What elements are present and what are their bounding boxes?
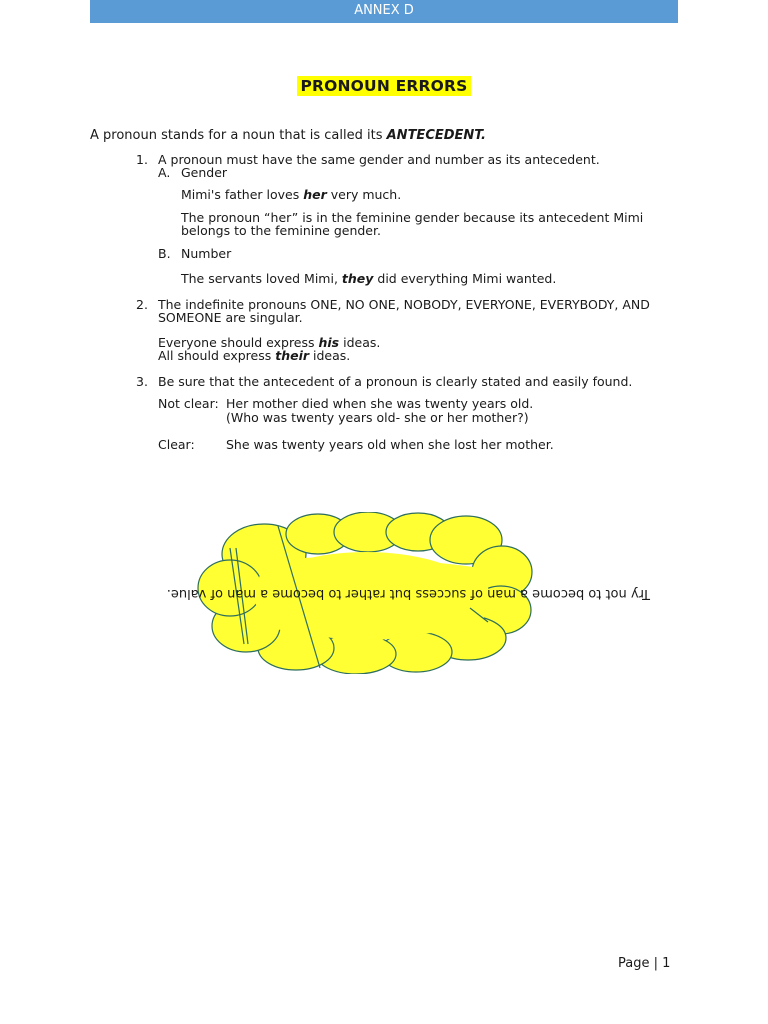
intro-text: A pronoun stands for a noun that is called its bbox=[90, 128, 387, 143]
rule3-notclear-line1: Her mother died when she was twenty years old. bbox=[226, 396, 534, 411]
upside-down-quote: Try not to become a man of success but rather to become a man of value. bbox=[166, 586, 650, 601]
rule1-a-example bbox=[181, 188, 401, 202]
rule3-clear-text: She was twenty years old when she lost her mother. bbox=[226, 437, 554, 452]
rule2-number: 2. bbox=[136, 297, 148, 312]
example-text: very much. bbox=[326, 187, 402, 202]
rule2-line2: SOMEONE are singular. bbox=[158, 310, 303, 325]
example-text: ideas. bbox=[309, 348, 351, 363]
header-band bbox=[90, 0, 678, 23]
example-emphasis: they bbox=[341, 271, 374, 286]
example-emphasis: her bbox=[303, 187, 327, 202]
rule1-b-letter: B. bbox=[158, 246, 171, 261]
rule3-notclear-label: Not clear: bbox=[158, 396, 219, 411]
rule1-text: A pronoun must have the same gender and number as its antecedent. bbox=[158, 152, 600, 167]
rule3-number: 3. bbox=[136, 374, 148, 389]
rule2-example2 bbox=[158, 349, 350, 363]
example-text: did everything Mimi wanted. bbox=[373, 271, 557, 286]
page-number: Page | 1 bbox=[618, 956, 671, 971]
page-title bbox=[0, 77, 768, 95]
intro-paragraph bbox=[90, 129, 486, 143]
rule1-b-label: Number bbox=[181, 246, 232, 261]
example-text: The servants loved Mimi, bbox=[181, 271, 342, 286]
page-title-text: PRONOUN ERRORS bbox=[297, 76, 470, 96]
rule2-line1: The indefinite pronouns ONE, NO ONE, NOBODY, EVERYONE, EVERYBODY, AND bbox=[158, 297, 650, 312]
example-text: ideas. bbox=[339, 335, 381, 350]
rule1-b-example bbox=[181, 272, 556, 286]
rule3-text: Be sure that the antecedent of a pronoun is clearly stated and easily found. bbox=[158, 374, 633, 389]
rule1-number: 1. bbox=[136, 152, 148, 167]
rule1-a-explain-line2: belongs to the feminine gender. bbox=[181, 223, 381, 238]
intro-emphasis: ANTECEDENT. bbox=[386, 128, 486, 143]
header-label: ANNEX D bbox=[354, 3, 414, 18]
example-text: Everyone should express bbox=[158, 335, 319, 350]
rule3-clear-label: Clear: bbox=[158, 437, 195, 452]
rule1-a-letter: A. bbox=[158, 165, 171, 180]
rule1-a-explain-line1: The pronoun “her” is in the feminine gender because its antecedent Mimi bbox=[181, 210, 644, 225]
rule3-notclear-line2: (Who was twenty years old- she or her mother?) bbox=[226, 410, 529, 425]
rule1-a-label: Gender bbox=[181, 165, 228, 180]
example-emphasis: their bbox=[275, 348, 310, 363]
example-emphasis: his bbox=[318, 335, 340, 350]
example-text: All should express bbox=[158, 348, 276, 363]
example-text: Mimi's father loves bbox=[181, 187, 304, 202]
